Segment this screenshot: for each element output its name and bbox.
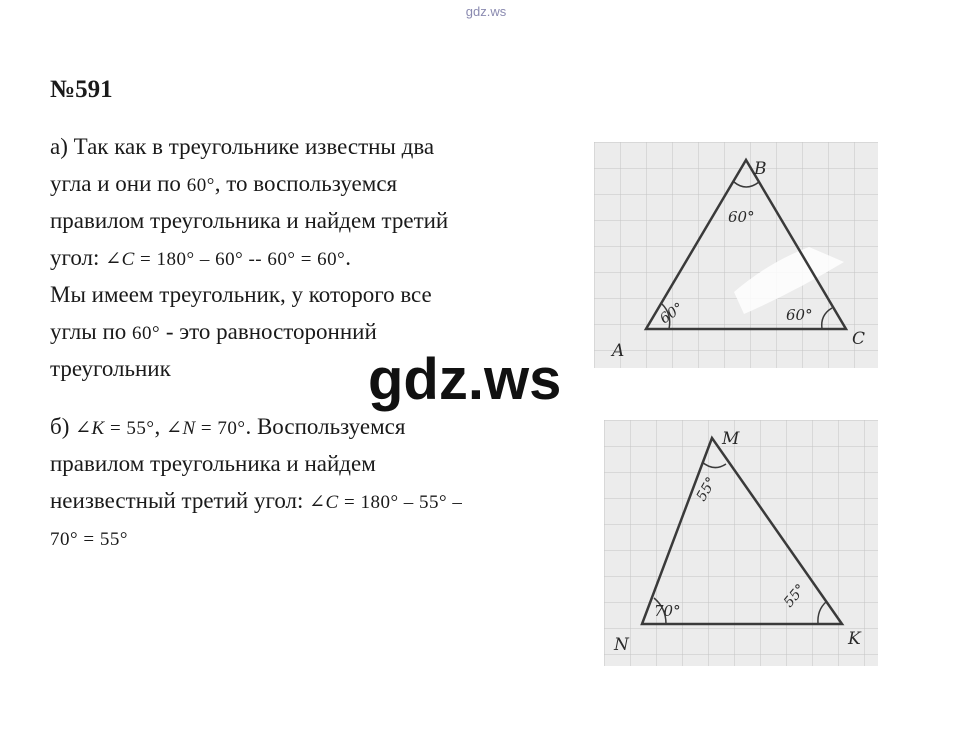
part-a-line-7: треугольник bbox=[50, 356, 171, 381]
part-a-line-2: угла и они по 60°, то воспользуемся bbox=[50, 171, 398, 196]
angle-label-a: 60° bbox=[657, 299, 687, 328]
angle-label-m: 55° bbox=[693, 474, 720, 504]
part-b-text bbox=[50, 408, 462, 556]
problem-number: №591 bbox=[50, 76, 113, 103]
angle-label-k: 55° bbox=[780, 581, 810, 611]
part-a-line-3: правилом треугольника и найдем третий bbox=[50, 208, 449, 233]
angle-label-b: 60° bbox=[728, 208, 755, 226]
vertex-label-a: A bbox=[612, 341, 625, 361]
vertex-label-c: C bbox=[852, 329, 866, 349]
angle-label-n: 70° bbox=[654, 602, 681, 620]
vertex-label-k: K bbox=[848, 629, 861, 649]
figure-a-triangle bbox=[594, 142, 878, 368]
watermark-center: gdz.ws bbox=[368, 347, 562, 412]
part-a-line-4: угол: ∠C = 180° – 60° -- 60° = 60°. bbox=[50, 245, 352, 270]
vertex-label-n: N bbox=[614, 635, 629, 655]
part-b-line-1: б) ∠K = 55°, ∠N = 70°. Воспользуемся bbox=[50, 414, 406, 439]
part-b-line-4: 70° = 55° bbox=[50, 529, 128, 550]
part-a-line-1: а) Так как в треугольнике известны два bbox=[50, 134, 435, 159]
part-b-line-2: правилом треугольника и найдем bbox=[50, 451, 376, 476]
angle-label-c: 60° bbox=[786, 306, 813, 324]
part-a-line-5: Мы имеем треугольник, у которого все bbox=[50, 282, 432, 307]
vertex-label-m: M bbox=[722, 429, 740, 449]
watermark-top: gdz.ws bbox=[465, 4, 507, 19]
figure-b-triangle bbox=[604, 420, 878, 666]
part-a-line-6: углы по 60° - это равносторонний bbox=[50, 319, 377, 344]
part-b-line-3: неизвестный третий угол: ∠C = 180° – 55° – bbox=[50, 488, 463, 513]
vertex-label-b: B bbox=[754, 159, 767, 179]
